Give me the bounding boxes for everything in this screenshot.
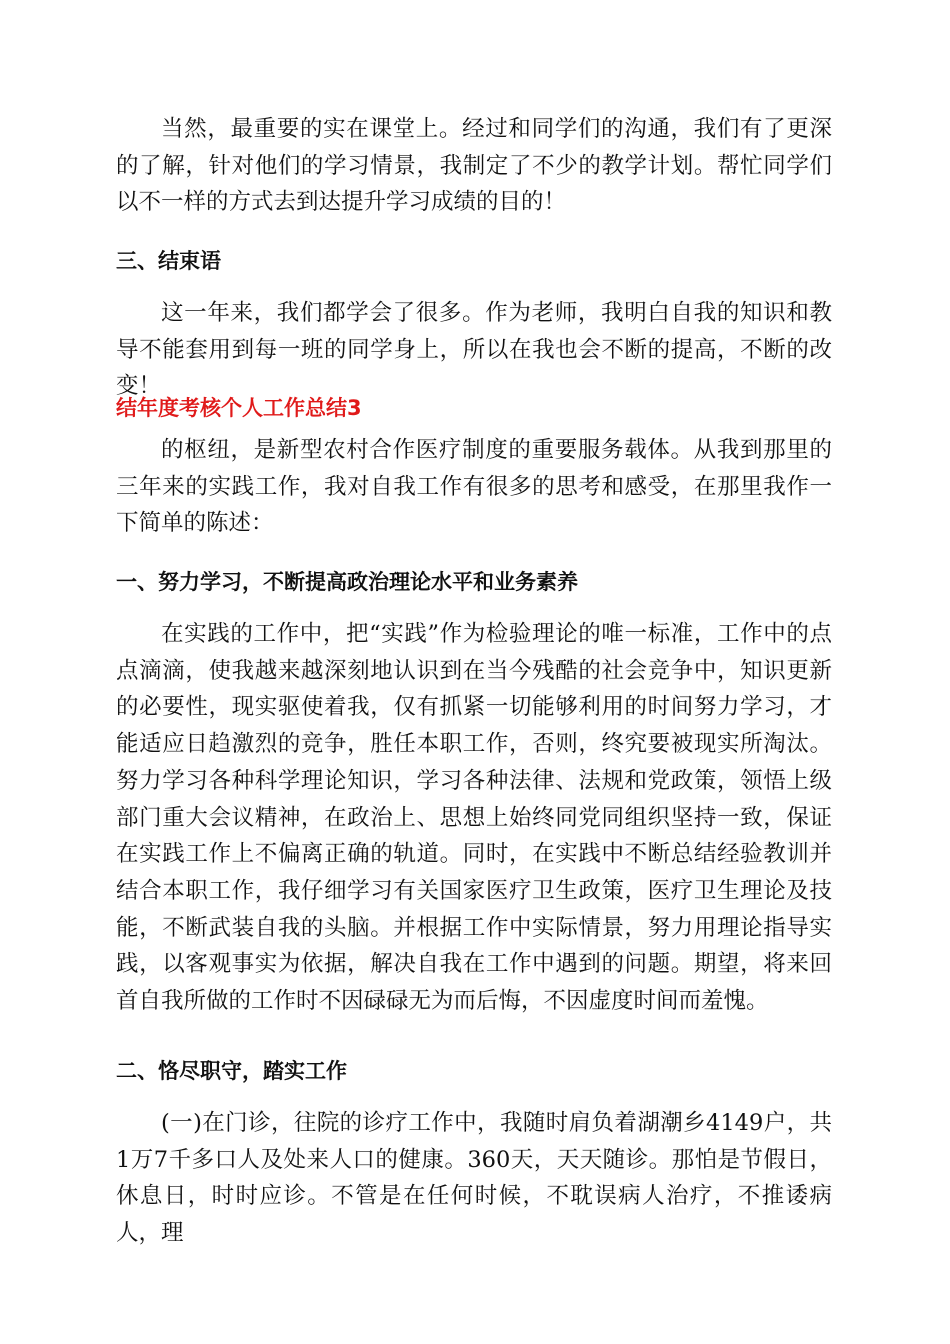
paragraph-classroom: 当然，最重要的实在课堂上。经过和同学们的沟通，我们有了更深的了解，针对他们的学习情景，我制定了不少的教学计划。帮忙同学们以不一样的方式去到达提升学习成绩的目的！ (116, 116, 832, 216)
section-heading-conclusion: 三、结束语 (116, 249, 221, 273)
paragraph-clinic: (一)在门诊，往院的诊疗工作中，我随时肩负着湖潮乡4149户，共1万7千多口人及处来人口的健康。360天，天天随诊。那怕是节假日，休息日，时时应诊。不管是在任何时候，不耽误病人治疗，不推诿病人，理 (116, 1110, 832, 1247)
paragraph-intro: 的枢纽，是新型农村合作医疗制度的重要服务载体。从我到那里的三年来的实践工作，我对自我工作有很多的思考和感受，在那里我作一下简单的陈述： (116, 437, 832, 537)
section-heading-study: 一、努力学习，不断提高政治理论水平和业务素养 (116, 570, 578, 594)
section-heading-duty: 二、恪尽职守，踏实工作 (116, 1059, 347, 1083)
paragraph-study: 在实践的工作中，把“实践”作为检验理论的唯一标准，工作中的点点滴滴，使我越来越深刻地认识到在当今残酷的社会竞争中，知识更新的必要性，现实驱使着我，仅有抓紧一切能够利用的时间努力学习，才能适应日趋激烈的竞争，胜任本职工作，否则，终究要被现实所淘汰。努力学习各种科学理论知识，学习各种法律、法规和党政策，领悟上级部门重大会议精神，在政治上、思想上始终同党同组织坚持一致，保证在实践工作上不偏离正确的轨道。同时，在实践中不断总结经验教训并结合本职工作，我仔细学习有关国家医疗卫生政策，医疗卫生理论及技能，不断武装自我的头脑。并根据工作中实际情景，努力用理论指导实践，以客观事实为依据，解决自我在工作中遇到的问题。期望，将来回首自我所做的工作时不因碌碌无为而后悔，不因虚度时间而羞愧。 (116, 621, 832, 1015)
paragraph-year-summary: 这一年来，我们都学会了很多。作为老师，我明白自我的知识和教导不能套用到每一班的同学身上，所以在我也会不断的提高，不断的改变！ (116, 300, 832, 400)
document-title-summary-3: 结年度考核个人工作总结3 (116, 396, 362, 420)
